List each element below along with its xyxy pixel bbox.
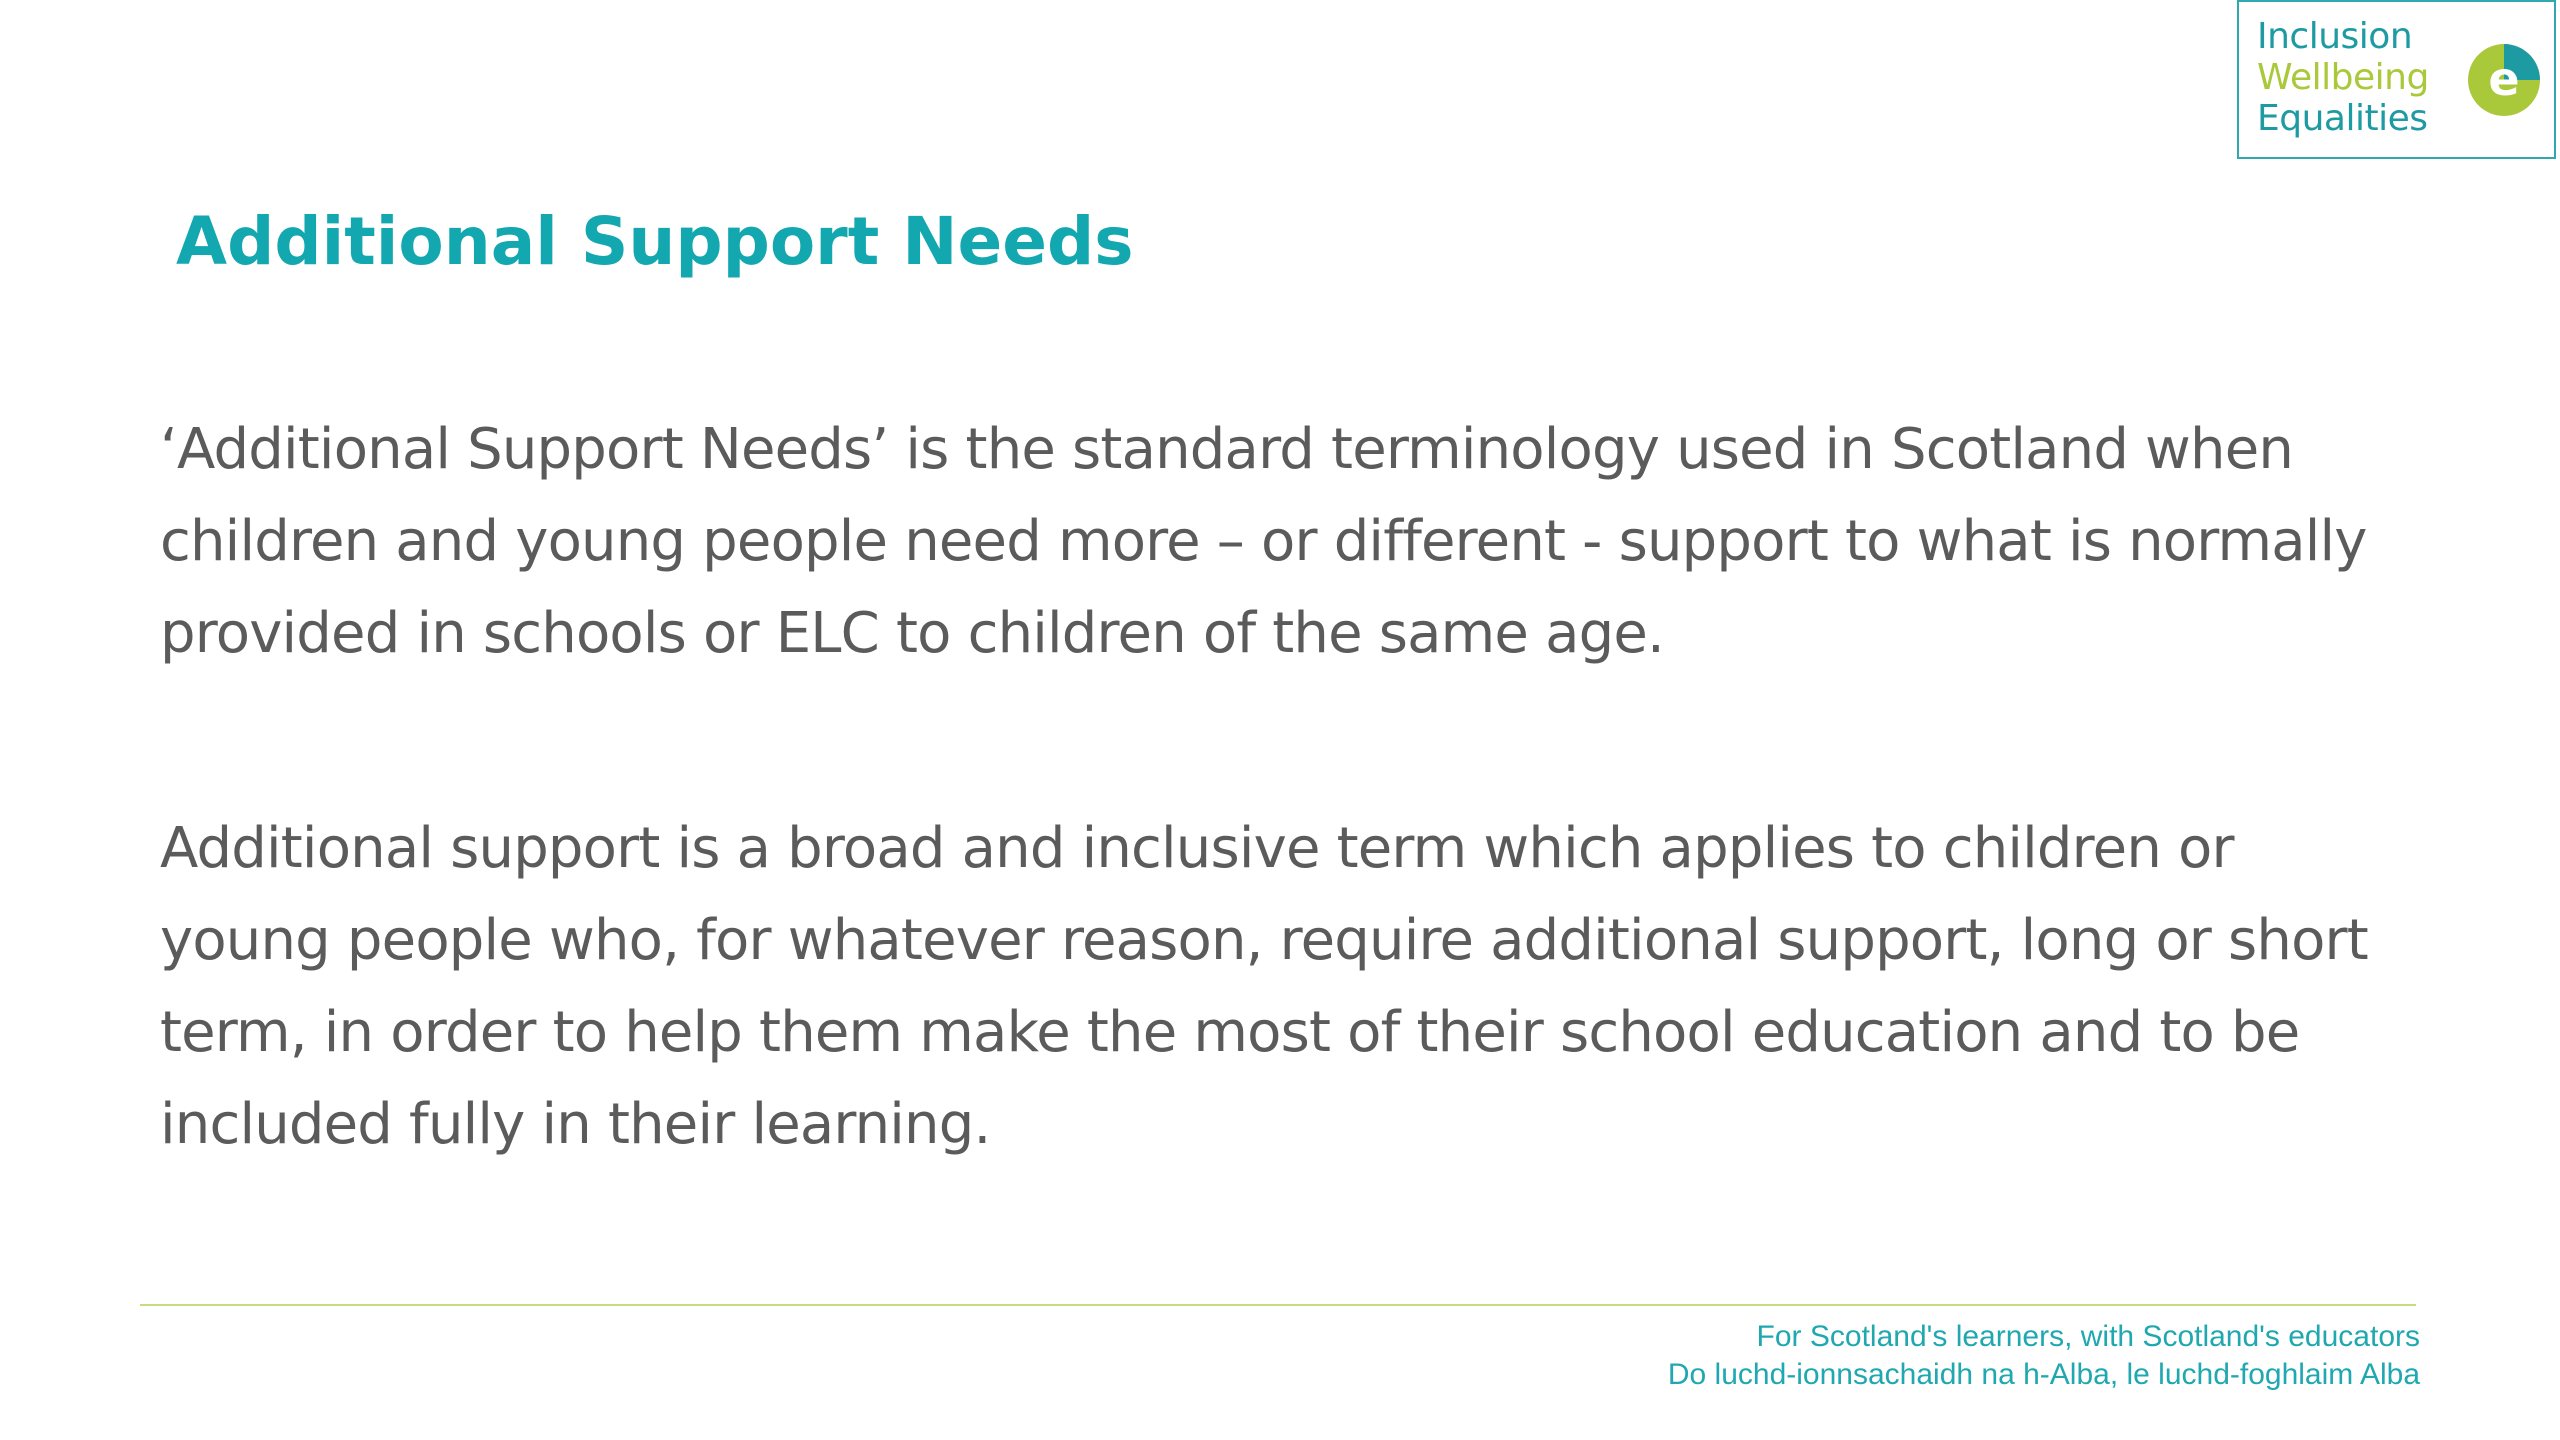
footer-divider [140, 1304, 2416, 1306]
footer-tagline-gaelic: Do luchd-ionnsachaidh na h-Alba, le luchd-foghlaim Alba [1667, 1358, 2420, 1391]
education-scotland-logo [2237, 0, 2556, 159]
logo-line-wellbeing: Wellbeing [2257, 57, 2429, 98]
body-paragraph-2: Additional support is a broad and inclusive term which applies to children or young people who, for whatever reason, require additional support, long or short term, in order to help them make the most of their school education and to be included fully in their learning. [160, 816, 2368, 1157]
logo-text [2257, 16, 2429, 139]
logo-line-equalities: Equalities [2257, 98, 2428, 139]
page-title: Additional Support Needs [176, 203, 1134, 280]
body-paragraph-1: ‘Additional Support Needs’ is the standard terminology used in Scotland when children and young people need more – or different - support to what is normally provided in schools or ELC to children of the same age. [160, 417, 2367, 666]
footer-tagline-english: For Scotland's learners, with Scotland's educators [1756, 1320, 2420, 1353]
logo-e-mark-icon [2464, 40, 2544, 120]
footer-tagline [1668, 1318, 2420, 1394]
logo-line-inclusion: Inclusion [2257, 16, 2413, 57]
logo-mark-letter: e [2488, 52, 2520, 106]
